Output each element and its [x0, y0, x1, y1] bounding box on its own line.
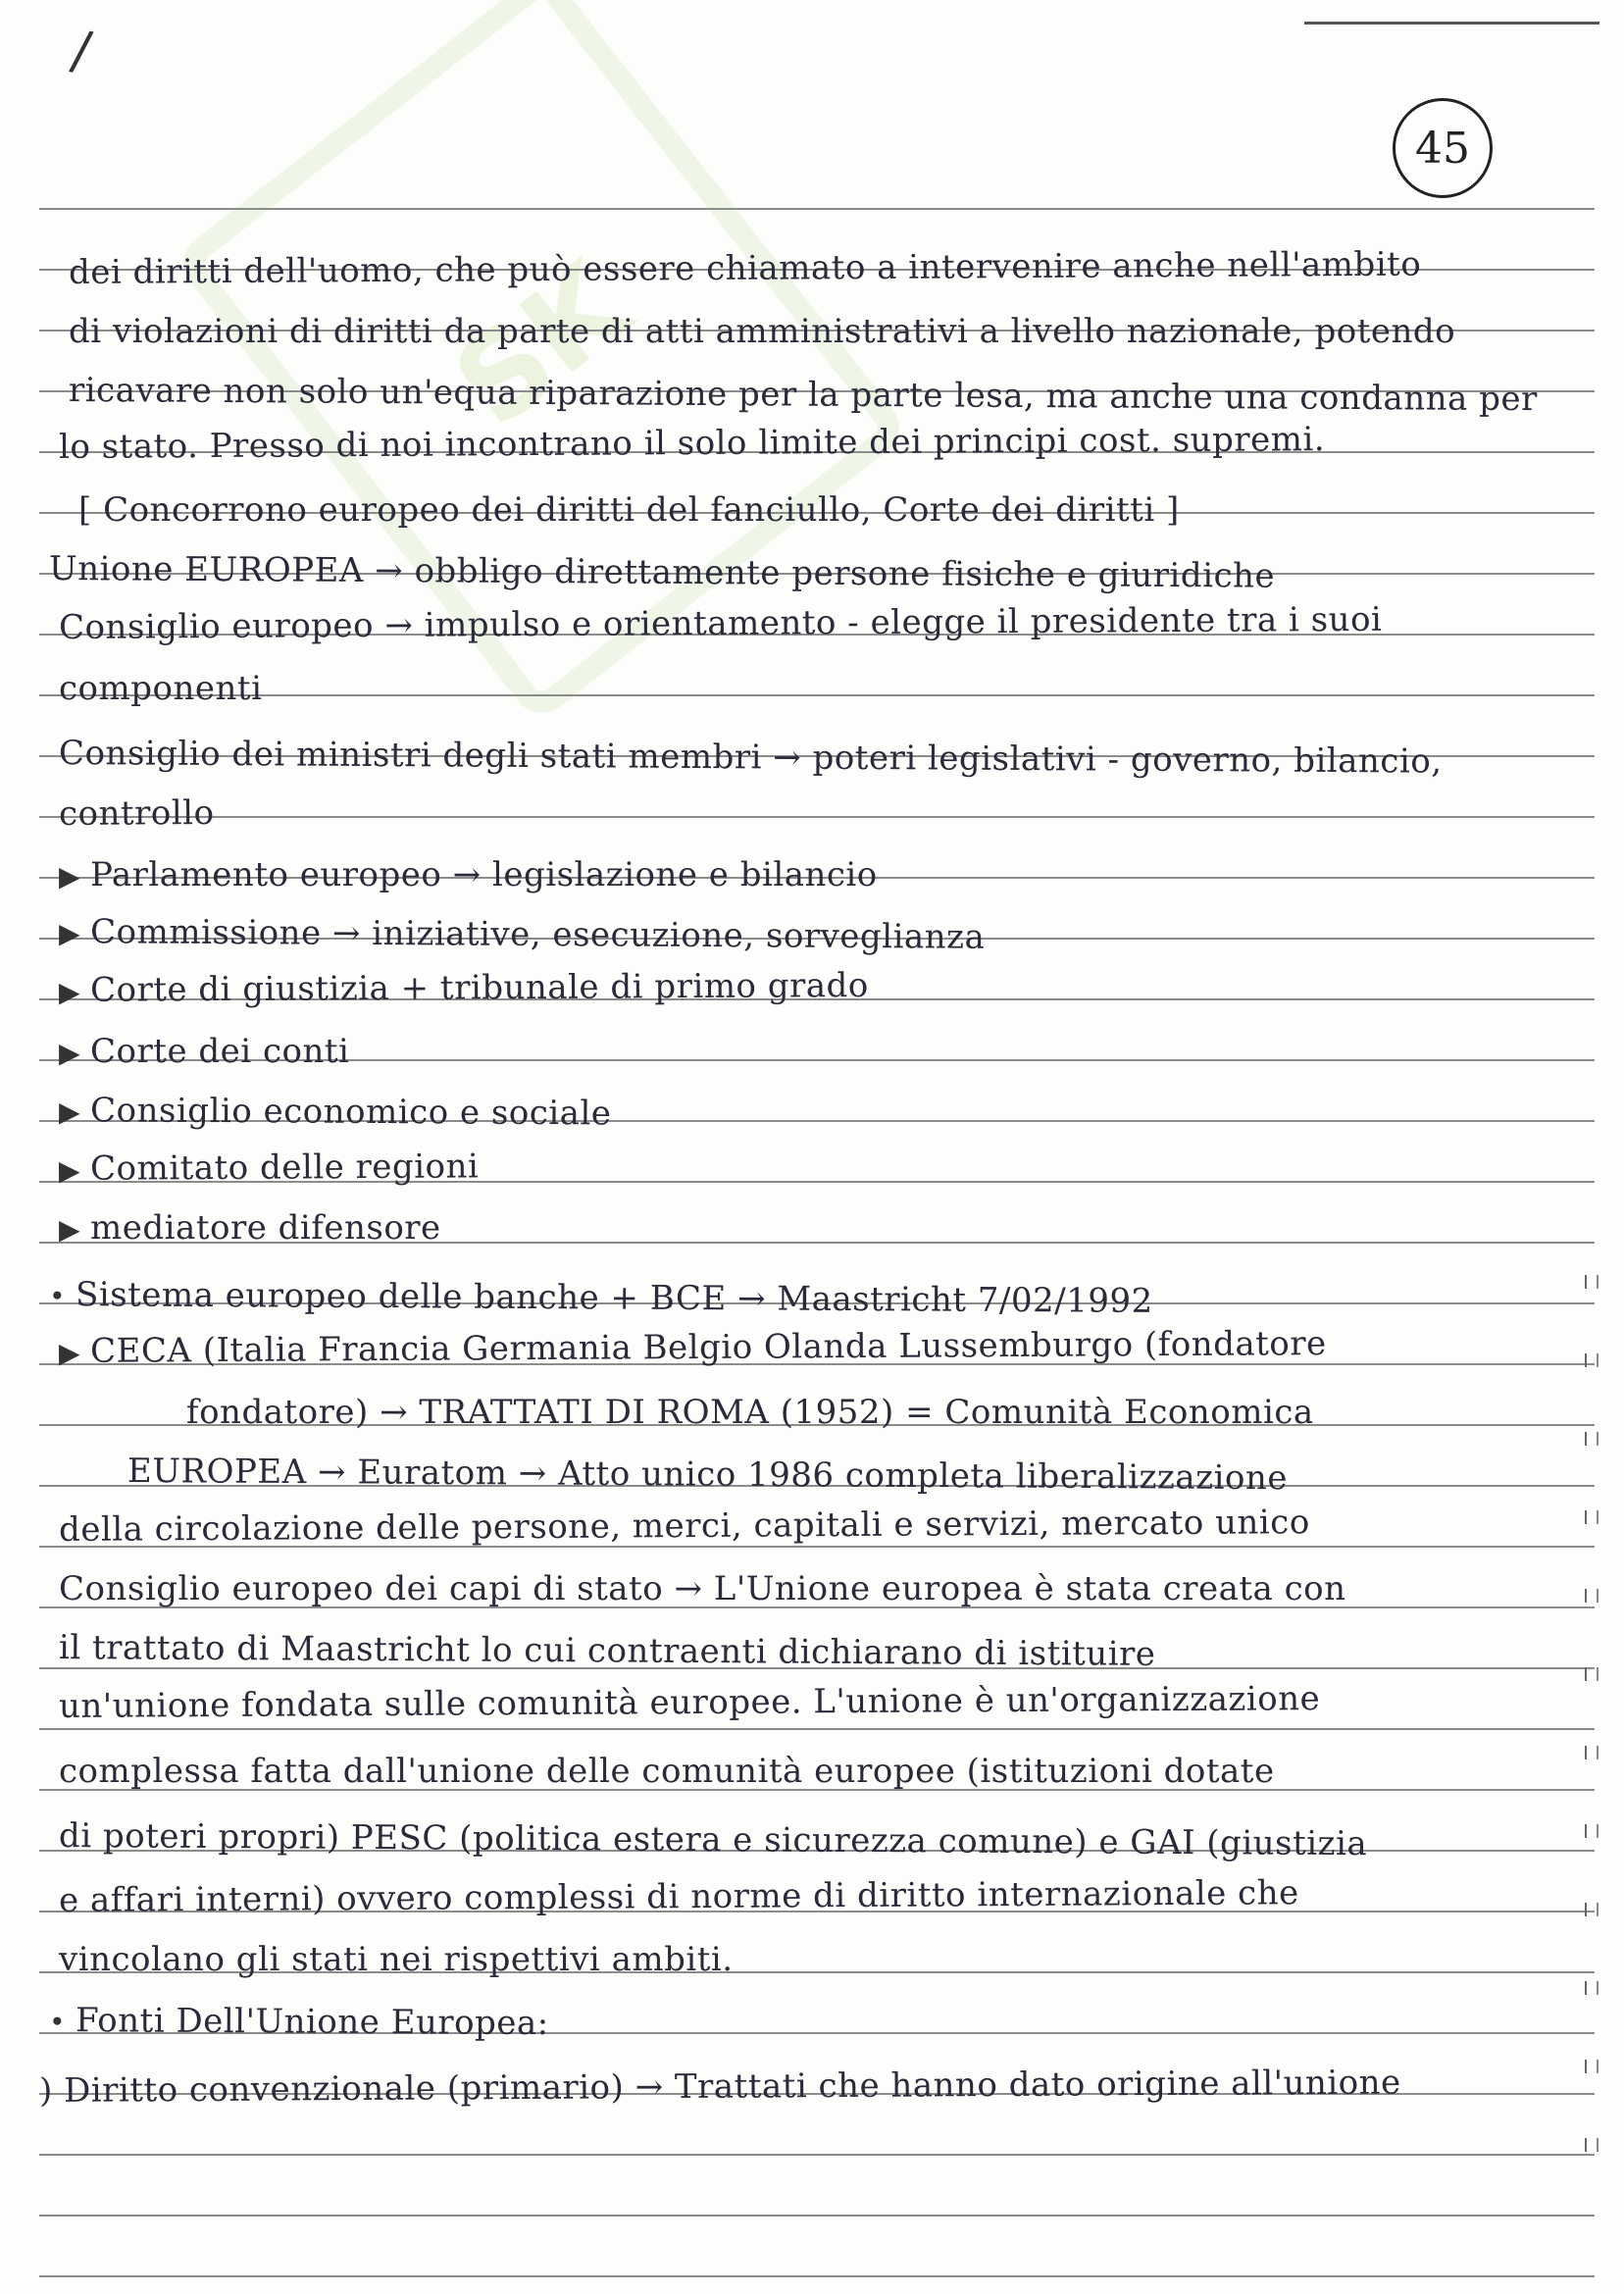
bullet-icon: ▶ — [58, 1336, 81, 1369]
ruled-line — [39, 2215, 1595, 2217]
bullet-icon: ▶ — [59, 1037, 81, 1069]
note-line — [59, 1324, 1327, 1373]
bullet-icon: ▶ — [59, 1213, 81, 1246]
note-line — [59, 669, 262, 708]
note-text: ) Diritto convenzionale (primario) → Trattati che hanno dato origine all'unione — [38, 2063, 1401, 2111]
note-text: [ Concorrono europeo dei diritti del fanciullo, Corte dei diritti ] — [78, 490, 1180, 530]
note-text: Unione EUROPEA → obbligo direttamente persone fisiche e giuridiche — [48, 549, 1276, 596]
note-line — [59, 855, 878, 896]
note-line — [59, 1147, 480, 1191]
note-text: fondatore) → TRATTATI DI ROMA (1952) = Comunità Economica — [186, 1393, 1314, 1432]
note-line — [59, 1679, 1320, 1726]
note-line — [69, 371, 1538, 419]
note-text: Commissione → iniziative, esecuzione, sorveglianza — [89, 912, 986, 957]
note-text: componenti — [59, 669, 263, 708]
note-text: Fonti Dell'Unione Europea: — [75, 2001, 549, 2044]
note-line — [59, 420, 1325, 467]
note-text: un'unione fondata sulle comunità europee. L'unione è un'organizzazione — [58, 1679, 1321, 1726]
note-line — [59, 1569, 1346, 1608]
note-text: Consiglio europeo → impulso e orientamento - elegge il presidente tra i suoi — [58, 599, 1383, 647]
page-number: 45 — [1393, 98, 1493, 198]
note-text: della circolazione delle persone, merci, capitali e servizi, mercato unico — [58, 1503, 1310, 1550]
note-text: Corte di giustizia + tribunale di primo grado — [89, 965, 869, 1010]
note-text: Comitato delle regioni — [89, 1147, 480, 1189]
ruled-line — [39, 2275, 1595, 2277]
top-rule — [1304, 22, 1599, 25]
note-text: di violazioni di diritti da parte di atti amministrativi a livello nazionale, potendo — [69, 312, 1456, 351]
bullet-icon: ▶ — [58, 917, 81, 950]
ruled-line — [39, 694, 1595, 696]
note-line — [49, 2001, 549, 2045]
note-line — [59, 793, 215, 834]
note-line — [59, 1503, 1310, 1550]
note-text: complessa fatta dall'unione delle comunità europee (istituzioni dotate — [59, 1752, 1275, 1791]
bullet-icon: ▶ — [58, 1096, 81, 1129]
note-line — [59, 1091, 612, 1135]
note-text: Parlamento europeo → legislazione e bilancio — [90, 855, 878, 894]
note-text: Sistema europeo delle banche + BCE → Maastricht 7/02/1992 — [75, 1275, 1153, 1321]
note-line — [59, 600, 1383, 647]
bullet-icon: ▶ — [59, 860, 81, 892]
corner-mark: / — [67, 18, 96, 83]
note-text: lo stato. Presso di noi incontrano il solo limite dei principi cost. supremi. — [58, 420, 1326, 467]
note-text: CECA (Italia Francia Germania Belgio Olanda Lussemburgo (fondatore — [89, 1324, 1327, 1371]
bullet-icon: • — [48, 1280, 67, 1313]
note-line — [39, 2064, 1401, 2111]
note-text: EUROPEA → Euratom → Atto unico 1986 completa liberalizzazione — [127, 1452, 1289, 1499]
ruled-line — [39, 2154, 1595, 2156]
note-line — [127, 1452, 1288, 1498]
note-text: mediatore difensore — [90, 1208, 441, 1248]
note-line — [59, 1628, 1156, 1674]
note-text: Consiglio economico e sociale — [89, 1091, 612, 1134]
note-text: Corte dei conti — [90, 1032, 350, 1071]
note-line — [59, 734, 1443, 782]
note-line — [59, 1873, 1299, 1920]
note-text: Consiglio dei ministri degli stati membri → poteri legislativi - governo, bilancio, — [58, 734, 1443, 782]
note-text: controllo — [58, 793, 215, 834]
note-text: dei diritti dell'uomo, che può essere chiamato a intervenire anche nell'ambito — [68, 244, 1422, 292]
ruled-line — [39, 816, 1595, 818]
note-line — [59, 966, 869, 1012]
bullet-icon: • — [48, 2006, 67, 2039]
note-line — [59, 912, 986, 959]
note-text: di poteri propri) PESC (politica estera e sicurezza comune) e GAI (giustizia — [58, 1816, 1368, 1864]
ruled-line — [39, 1728, 1595, 1730]
note-line — [186, 1393, 1314, 1432]
note-text: il trattato di Maastricht lo cui contraenti dichiarano di istituire — [58, 1628, 1156, 1674]
note-line — [59, 1032, 349, 1073]
bullet-icon: ▶ — [58, 975, 81, 1008]
note-line — [59, 1816, 1367, 1863]
note-line — [69, 312, 1455, 351]
watermark-logo: SK — [172, 0, 910, 725]
bullet-icon: ▶ — [58, 1153, 81, 1187]
note-text: ricavare non solo un'equa riparazione per la parte lesa, ma anche una condanna per — [68, 371, 1538, 420]
note-line — [78, 490, 1180, 530]
note-line — [59, 1208, 441, 1249]
note-line — [59, 1752, 1275, 1791]
note-line — [69, 245, 1421, 292]
note-line — [49, 549, 1275, 596]
note-text: e affari interni) ovvero complessi di norme di diritto internazionale che — [58, 1873, 1299, 1920]
note-text: Consiglio europeo dei capi di stato → L'Unione europea è stata creata con — [59, 1569, 1346, 1608]
note-text: vincolano gli stati nei rispettivi ambiti. — [59, 1940, 734, 1979]
ruled-line — [39, 208, 1595, 210]
note-line — [49, 1275, 1153, 1323]
note-line — [59, 1940, 734, 1979]
margin-marks — [1585, 1275, 1604, 2256]
